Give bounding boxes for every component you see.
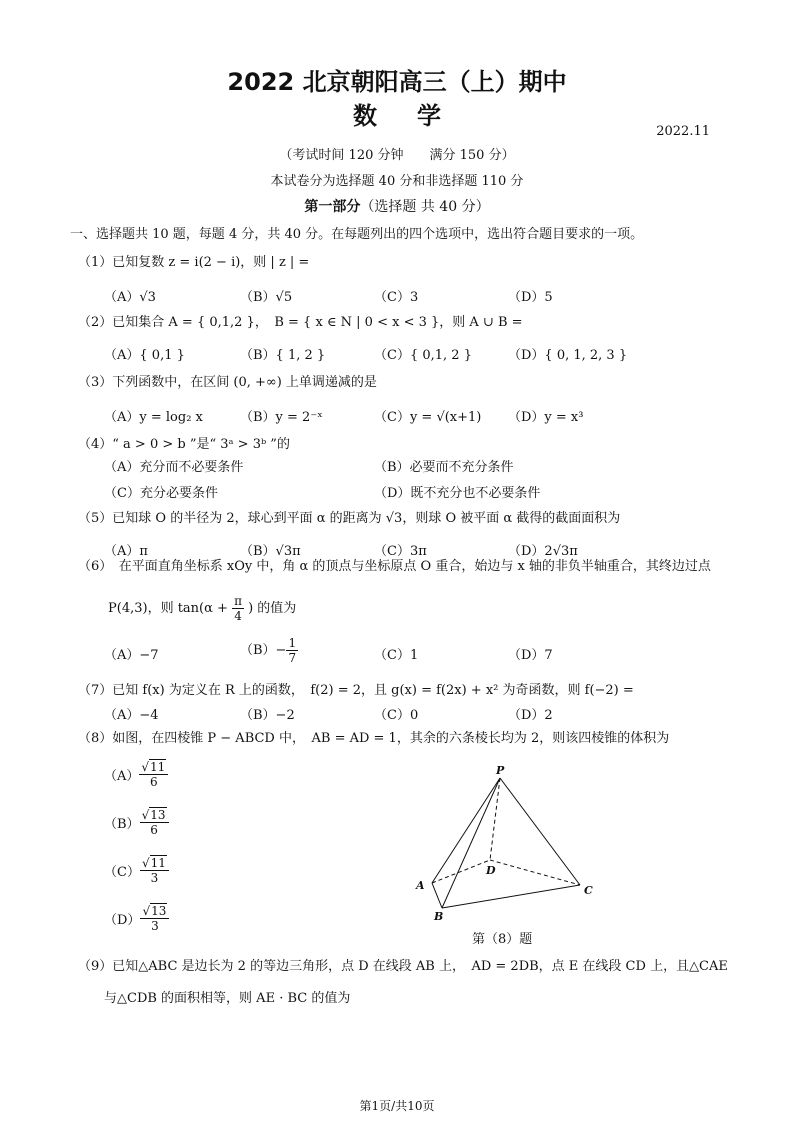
part-title: 第一部分 bbox=[304, 199, 361, 215]
q1-option-c: （C）3 bbox=[374, 290, 419, 305]
q8-b-label: （B） bbox=[104, 817, 140, 832]
q6-pi-over-four bbox=[232, 594, 244, 623]
edge-pc bbox=[500, 778, 580, 885]
q6-pi: π bbox=[234, 594, 242, 608]
q6-b-den: 7 bbox=[288, 651, 297, 665]
label-d: D bbox=[486, 864, 496, 877]
label-c: C bbox=[584, 884, 593, 897]
q8-a-den: 6 bbox=[150, 775, 158, 789]
q3-stem: （3）下列函数中，在区间 (0, +∞) 上单调递减的是 bbox=[78, 375, 377, 390]
q7-option-a: （A）−4 bbox=[104, 708, 159, 723]
q6-option-a: （A）−7 bbox=[104, 648, 159, 663]
q3-option-c: （C）y = √(x+1) bbox=[374, 410, 482, 425]
q5-stem: （5）已知球 O 的半径为 2，球心到平面 α 的距离为 √3，则球 O 被平面 α 截得的截面面积为 bbox=[78, 511, 621, 526]
page-title: 2022 北京朝阳高三（上）期中 bbox=[227, 68, 567, 96]
q1-option-a: （A）√3 bbox=[104, 290, 156, 305]
q8-b-num: √13 bbox=[140, 808, 169, 823]
q4-option-d: （D）既不充分也不必要条件 bbox=[374, 486, 541, 501]
q8-b-fraction bbox=[140, 808, 169, 837]
label-a: A bbox=[416, 879, 425, 892]
q8-stem: （8）如图，在四棱锥 P − ABCD 中， AB = AD = 1，其余的六条棱长均为 2，则该四棱锥的体积为 bbox=[78, 731, 670, 746]
q7-stem: （7）已知 f(x) 为定义在 R 上的函数， f(2) = 2，且 g(x) = f(2x) + x² 为奇函数，则 f(−2) = bbox=[78, 683, 634, 698]
part-heading bbox=[0, 196, 794, 216]
q8-option-b bbox=[104, 808, 169, 837]
q3-option-a: （A）y = log₂ x bbox=[104, 410, 203, 425]
edge-ad-hidden bbox=[432, 860, 490, 883]
q8-c-den: 3 bbox=[150, 871, 159, 885]
q6-stem-line2 bbox=[108, 594, 296, 624]
q6-option-c: （C）1 bbox=[374, 648, 419, 663]
q5-option-d: （D）2√3π bbox=[508, 544, 578, 559]
q6-option-d: （D）7 bbox=[508, 648, 553, 663]
q2-option-a: （A）{ 0,1 } bbox=[104, 348, 185, 363]
label-p: P bbox=[496, 764, 505, 777]
q8-a-label: （A） bbox=[104, 769, 140, 784]
q4-option-c: （C）充分必要条件 bbox=[104, 486, 218, 501]
q8-d-num: √13 bbox=[140, 904, 169, 919]
q4-option-a: （A）充分而不必要条件 bbox=[104, 460, 244, 475]
q8-option-c bbox=[104, 856, 169, 885]
q8-c-num: √11 bbox=[140, 856, 169, 871]
q8-d-label: （D） bbox=[104, 913, 141, 928]
q9-stem-line1: （9）已知△ABC 是边长为 2 的等边三角形，点 D 在线段 AB 上， AD = 2DB，点 E 在线段 CD 上，且△CAE bbox=[78, 959, 728, 974]
q8-a-fraction bbox=[139, 760, 168, 789]
exam-info: （考试时间 120 分钟 满分 150 分） bbox=[279, 148, 515, 163]
q8-d-fraction bbox=[140, 904, 169, 933]
page-footer: 第1页/共10页 bbox=[359, 1099, 435, 1113]
edge-pb bbox=[442, 778, 500, 908]
q8-option-a bbox=[104, 760, 168, 789]
subject-title: 数学 bbox=[353, 102, 481, 130]
q3-option-d: （D）y = x³ bbox=[508, 410, 584, 425]
q2-option-d: （D）{ 0, 1, 2, 3 } bbox=[508, 348, 628, 363]
q7-option-c: （C）0 bbox=[374, 708, 419, 723]
part-note: （选择题 共 40 分） bbox=[360, 199, 490, 215]
q8-c-label: （C） bbox=[104, 865, 140, 880]
q5-option-b: （B）√3π bbox=[240, 544, 301, 559]
q6-stem-part1: P(4,3)，则 tan(α + bbox=[108, 601, 228, 616]
edge-dc-hidden bbox=[490, 860, 580, 885]
q1-option-b: （B）√5 bbox=[240, 290, 293, 305]
q4-stem: （4）“ a > 0 > b ”是“ 3ᵃ > 3ᵇ ”的 bbox=[78, 437, 290, 452]
q6-option-b-prefix: （B）− bbox=[240, 643, 287, 658]
paper-info: 本试卷分为选择题 40 分和非选择题 110 分 bbox=[270, 174, 524, 189]
q5-option-c: （C）3π bbox=[374, 544, 427, 559]
exam-date: 2022.11 bbox=[656, 124, 710, 139]
edge-bc bbox=[442, 885, 580, 908]
q1-stem: （1）已知复数 z = i(2 − i)，则 | z | = bbox=[78, 255, 310, 270]
q8-option-d bbox=[104, 904, 169, 933]
q8-d-den: 3 bbox=[151, 919, 159, 933]
q2-stem: （2）已知集合 A = { 0,1,2 }， B = { x ∈ N | 0 < x < 3 }，则 A ∪ B = bbox=[78, 315, 523, 330]
q7-option-b: （B）−2 bbox=[240, 708, 295, 723]
q2-option-b: （B）{ 1, 2 } bbox=[240, 348, 326, 363]
q9-stem-line2: 与△CDB 的面积相等，则 AE · BC 的值为 bbox=[104, 991, 351, 1006]
q1-option-d: （D）5 bbox=[508, 290, 553, 305]
q6-b-num: 1 bbox=[288, 636, 297, 650]
label-b: B bbox=[434, 910, 444, 920]
q5-option-a: （A）π bbox=[104, 544, 148, 559]
pyramid-figure bbox=[400, 760, 610, 920]
edge-ab bbox=[432, 883, 442, 908]
q8-figure-caption: 第（8）题 bbox=[472, 932, 533, 947]
q8-c-fraction bbox=[140, 856, 169, 885]
q8-b-den: 6 bbox=[150, 823, 158, 837]
q6-four: 4 bbox=[234, 609, 242, 623]
q7-option-d: （D）2 bbox=[508, 708, 553, 723]
q6-option-b bbox=[240, 636, 298, 666]
q6-stem-line1: （6） 在平面直角坐标系 xOy 中，角 α 的顶点与坐标原点 O 重合，始边与 x 轴的非负半轴重合，其终边过点 bbox=[78, 559, 711, 574]
q2-option-c: （C）{ 0,1, 2 } bbox=[374, 348, 472, 363]
instructions: 一、选择题共 10 题，每题 4 分，共 40 分。在每题列出的四个选项中，选出符合题目要求的一项。 bbox=[70, 227, 644, 242]
q3-option-b: （B）y = 2⁻ˣ bbox=[240, 410, 323, 425]
q6-option-b-fraction bbox=[286, 636, 298, 665]
q8-a-num: √11 bbox=[139, 760, 168, 775]
q6-stem-part2: ) 的值为 bbox=[248, 601, 297, 616]
q4-option-b: （B）必要而不充分条件 bbox=[374, 460, 514, 475]
